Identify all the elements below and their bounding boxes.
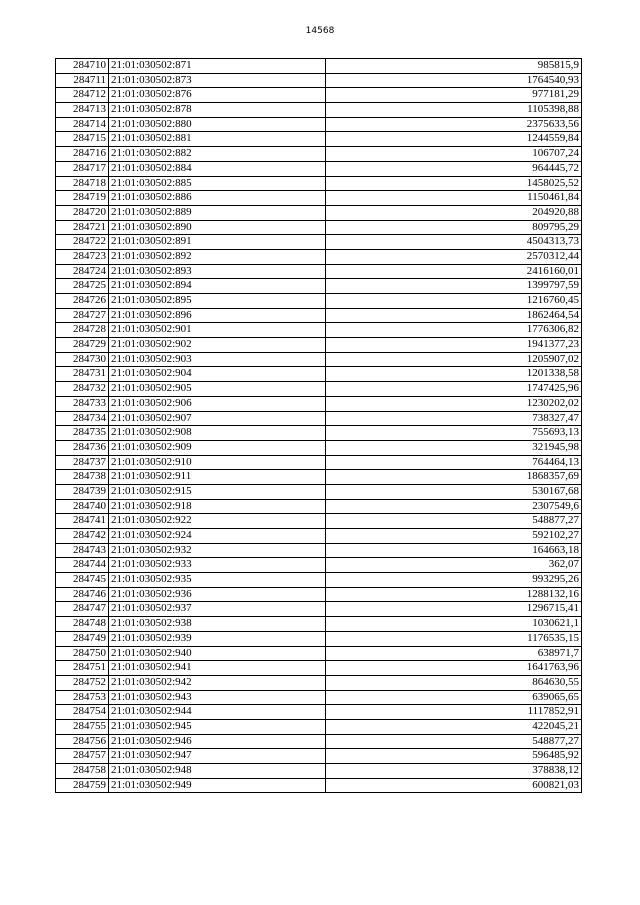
table-row bbox=[56, 455, 582, 470]
row-number-cell: 284736 bbox=[56, 440, 109, 455]
cadastral-number-cell: 21:01:030502:941 bbox=[109, 661, 326, 676]
row-number-cell: 284712 bbox=[56, 88, 109, 103]
cadastral-number-cell: 21:01:030502:880 bbox=[109, 117, 326, 132]
cadastral-number-cell: 21:01:030502:936 bbox=[109, 587, 326, 602]
cadastral-value-cell: 4504313,73 bbox=[326, 235, 582, 250]
table-row bbox=[56, 411, 582, 426]
row-number-cell: 284715 bbox=[56, 132, 109, 147]
cadastral-value-cell: 1176535,15 bbox=[326, 631, 582, 646]
row-number-cell: 284719 bbox=[56, 191, 109, 206]
cadastral-number-cell: 21:01:030502:942 bbox=[109, 675, 326, 690]
row-number-cell: 284734 bbox=[56, 411, 109, 426]
table-row bbox=[56, 675, 582, 690]
table-row bbox=[56, 396, 582, 411]
row-number-cell: 284718 bbox=[56, 176, 109, 191]
row-number-cell: 284755 bbox=[56, 719, 109, 734]
row-number-cell: 284714 bbox=[56, 117, 109, 132]
table-row bbox=[56, 323, 582, 338]
cadastral-value-cell: 809795,29 bbox=[326, 220, 582, 235]
table-row bbox=[56, 661, 582, 676]
cadastral-number-cell: 21:01:030502:946 bbox=[109, 734, 326, 749]
cadastral-number-cell: 21:01:030502:924 bbox=[109, 529, 326, 544]
cadastral-value-cell: 1216760,45 bbox=[326, 294, 582, 309]
table-body bbox=[56, 59, 582, 793]
cadastral-value-cell: 600821,03 bbox=[326, 778, 582, 793]
table-row bbox=[56, 73, 582, 88]
table-row bbox=[56, 499, 582, 514]
cadastral-value-cell: 993295,26 bbox=[326, 573, 582, 588]
row-number-cell: 284749 bbox=[56, 631, 109, 646]
table-row bbox=[56, 205, 582, 220]
table-row bbox=[56, 249, 582, 264]
row-number-cell: 284717 bbox=[56, 161, 109, 176]
cadastral-value-cell: 1244559,84 bbox=[326, 132, 582, 147]
cadastral-number-cell: 21:01:030502:903 bbox=[109, 352, 326, 367]
row-number-cell: 284720 bbox=[56, 205, 109, 220]
table-row bbox=[56, 484, 582, 499]
cadastral-value-cell: 639065,65 bbox=[326, 690, 582, 705]
table-row bbox=[56, 631, 582, 646]
cadastral-value-cell: 864630,55 bbox=[326, 675, 582, 690]
row-number-cell: 284739 bbox=[56, 484, 109, 499]
cadastral-value-cell: 1747425,96 bbox=[326, 382, 582, 397]
cadastral-number-cell: 21:01:030502:940 bbox=[109, 646, 326, 661]
row-number-cell: 284710 bbox=[56, 59, 109, 74]
cadastral-value-cell: 1764540,93 bbox=[326, 73, 582, 88]
cadastral-value-cell: 1105398,88 bbox=[326, 103, 582, 118]
cadastral-number-cell: 21:01:030502:871 bbox=[109, 59, 326, 74]
cadastral-value-cell: 1399797,59 bbox=[326, 279, 582, 294]
row-number-cell: 284728 bbox=[56, 323, 109, 338]
row-number-cell: 284740 bbox=[56, 499, 109, 514]
cadastral-value-cell: 1288132,16 bbox=[326, 587, 582, 602]
row-number-cell: 284746 bbox=[56, 587, 109, 602]
table-row bbox=[56, 440, 582, 455]
table-row bbox=[56, 147, 582, 162]
cadastral-number-cell: 21:01:030502:949 bbox=[109, 778, 326, 793]
table-row bbox=[56, 749, 582, 764]
row-number-cell: 284748 bbox=[56, 617, 109, 632]
table-row bbox=[56, 264, 582, 279]
table-row bbox=[56, 103, 582, 118]
cadastral-number-cell: 21:01:030502:882 bbox=[109, 147, 326, 162]
cadastral-value-cell: 204920,88 bbox=[326, 205, 582, 220]
cadastral-number-cell: 21:01:030502:890 bbox=[109, 220, 326, 235]
cadastral-value-cell: 1868357,69 bbox=[326, 470, 582, 485]
table-row bbox=[56, 367, 582, 382]
cadastral-value-cell: 592102,27 bbox=[326, 529, 582, 544]
cadastral-value-cell: 977181,29 bbox=[326, 88, 582, 103]
table-row bbox=[56, 88, 582, 103]
cadastral-value-cell: 548877,27 bbox=[326, 734, 582, 749]
row-number-cell: 284742 bbox=[56, 529, 109, 544]
cadastral-value-cell: 2307549,6 bbox=[326, 499, 582, 514]
table-row bbox=[56, 719, 582, 734]
table-row bbox=[56, 529, 582, 544]
cadastral-value-cell: 964445,72 bbox=[326, 161, 582, 176]
row-number-cell: 284732 bbox=[56, 382, 109, 397]
cadastral-value-cell: 738327,47 bbox=[326, 411, 582, 426]
row-number-cell: 284744 bbox=[56, 558, 109, 573]
table-row bbox=[56, 352, 582, 367]
row-number-cell: 284721 bbox=[56, 220, 109, 235]
row-number-cell: 284756 bbox=[56, 734, 109, 749]
cadastral-value-cell: 362,07 bbox=[326, 558, 582, 573]
row-number-cell: 284735 bbox=[56, 426, 109, 441]
table-row bbox=[56, 573, 582, 588]
cadastral-value-cell: 164663,18 bbox=[326, 543, 582, 558]
cadastral-number-cell: 21:01:030502:935 bbox=[109, 573, 326, 588]
table-row bbox=[56, 220, 582, 235]
cadastral-number-cell: 21:01:030502:876 bbox=[109, 88, 326, 103]
row-number-cell: 284753 bbox=[56, 690, 109, 705]
cadastral-value-cell: 1296715,41 bbox=[326, 602, 582, 617]
cadastral-value-cell: 1150461,84 bbox=[326, 191, 582, 206]
cadastral-number-cell: 21:01:030502:902 bbox=[109, 338, 326, 353]
table-row bbox=[56, 382, 582, 397]
cadastral-number-cell: 21:01:030502:945 bbox=[109, 719, 326, 734]
table-row bbox=[56, 543, 582, 558]
table-row bbox=[56, 587, 582, 602]
row-number-cell: 284731 bbox=[56, 367, 109, 382]
table-row bbox=[56, 646, 582, 661]
cadastral-value-cell: 321945,98 bbox=[326, 440, 582, 455]
cadastral-number-cell: 21:01:030502:885 bbox=[109, 176, 326, 191]
row-number-cell: 284724 bbox=[56, 264, 109, 279]
row-number-cell: 284750 bbox=[56, 646, 109, 661]
cadastral-number-cell: 21:01:030502:948 bbox=[109, 764, 326, 779]
cadastral-value-cell: 1030621,1 bbox=[326, 617, 582, 632]
cadastral-number-cell: 21:01:030502:933 bbox=[109, 558, 326, 573]
table-row bbox=[56, 235, 582, 250]
row-number-cell: 284738 bbox=[56, 470, 109, 485]
row-number-cell: 284726 bbox=[56, 294, 109, 309]
row-number-cell: 284737 bbox=[56, 455, 109, 470]
row-number-cell: 284757 bbox=[56, 749, 109, 764]
cadastral-number-cell: 21:01:030502:932 bbox=[109, 543, 326, 558]
row-number-cell: 284722 bbox=[56, 235, 109, 250]
cadastral-value-cell: 1641763,96 bbox=[326, 661, 582, 676]
cadastral-number-cell: 21:01:030502:901 bbox=[109, 323, 326, 338]
cadastral-number-cell: 21:01:030502:915 bbox=[109, 484, 326, 499]
cadastral-value-cell: 2416160,01 bbox=[326, 264, 582, 279]
cadastral-number-cell: 21:01:030502:911 bbox=[109, 470, 326, 485]
cadastral-number-cell: 21:01:030502:937 bbox=[109, 602, 326, 617]
cadastral-value-cell: 1458025,52 bbox=[326, 176, 582, 191]
cadastral-value-cell: 548877,27 bbox=[326, 514, 582, 529]
cadastral-number-cell: 21:01:030502:922 bbox=[109, 514, 326, 529]
cadastral-value-cell: 2375633,56 bbox=[326, 117, 582, 132]
cadastral-number-cell: 21:01:030502:909 bbox=[109, 440, 326, 455]
table-row bbox=[56, 617, 582, 632]
row-number-cell: 284751 bbox=[56, 661, 109, 676]
table-row bbox=[56, 59, 582, 74]
cadastral-value-cell: 106707,24 bbox=[326, 147, 582, 162]
table-row bbox=[56, 117, 582, 132]
row-number-cell: 284713 bbox=[56, 103, 109, 118]
cadastral-number-cell: 21:01:030502:886 bbox=[109, 191, 326, 206]
table-row bbox=[56, 191, 582, 206]
cadastral-number-cell: 21:01:030502:889 bbox=[109, 205, 326, 220]
cadastral-number-cell: 21:01:030502:884 bbox=[109, 161, 326, 176]
cadastral-number-cell: 21:01:030502:906 bbox=[109, 396, 326, 411]
cadastral-value-cell: 1205907,02 bbox=[326, 352, 582, 367]
cadastral-value-cell: 638971,7 bbox=[326, 646, 582, 661]
cadastral-value-cell: 1201338,58 bbox=[326, 367, 582, 382]
row-number-cell: 284758 bbox=[56, 764, 109, 779]
row-number-cell: 284733 bbox=[56, 396, 109, 411]
table-row bbox=[56, 705, 582, 720]
cadastral-value-cell: 1230202,02 bbox=[326, 396, 582, 411]
cadastral-number-cell: 21:01:030502:944 bbox=[109, 705, 326, 720]
cadastral-number-cell: 21:01:030502:895 bbox=[109, 294, 326, 309]
row-number-cell: 284729 bbox=[56, 338, 109, 353]
cadastral-number-cell: 21:01:030502:873 bbox=[109, 73, 326, 88]
row-number-cell: 284747 bbox=[56, 602, 109, 617]
cadastral-number-cell: 21:01:030502:918 bbox=[109, 499, 326, 514]
cadastral-number-cell: 21:01:030502:907 bbox=[109, 411, 326, 426]
row-number-cell: 284752 bbox=[56, 675, 109, 690]
cadastral-value-cell: 530167,68 bbox=[326, 484, 582, 499]
table-row bbox=[56, 764, 582, 779]
cadastral-number-cell: 21:01:030502:908 bbox=[109, 426, 326, 441]
table-row bbox=[56, 294, 582, 309]
cadastral-value-cell: 1117852,91 bbox=[326, 705, 582, 720]
cadastral-value-cell: 1776306,82 bbox=[326, 323, 582, 338]
table-row bbox=[56, 279, 582, 294]
table-row bbox=[56, 132, 582, 147]
cadastral-value-cell: 755693,13 bbox=[326, 426, 582, 441]
table-row bbox=[56, 778, 582, 793]
table-row bbox=[56, 470, 582, 485]
row-number-cell: 284745 bbox=[56, 573, 109, 588]
cadastral-number-cell: 21:01:030502:910 bbox=[109, 455, 326, 470]
cadastral-value-cell: 985815,9 bbox=[326, 59, 582, 74]
page-number: 14568 bbox=[305, 26, 335, 36]
table-row bbox=[56, 734, 582, 749]
cadastral-value-cell: 2570312,44 bbox=[326, 249, 582, 264]
cadastral-value-table bbox=[55, 58, 582, 793]
table-row bbox=[56, 514, 582, 529]
table-row bbox=[56, 176, 582, 191]
table-row bbox=[56, 426, 582, 441]
cadastral-number-cell: 21:01:030502:894 bbox=[109, 279, 326, 294]
cadastral-number-cell: 21:01:030502:893 bbox=[109, 264, 326, 279]
row-number-cell: 284725 bbox=[56, 279, 109, 294]
row-number-cell: 284716 bbox=[56, 147, 109, 162]
row-number-cell: 284723 bbox=[56, 249, 109, 264]
cadastral-value-cell: 422045,21 bbox=[326, 719, 582, 734]
cadastral-number-cell: 21:01:030502:943 bbox=[109, 690, 326, 705]
row-number-cell: 284741 bbox=[56, 514, 109, 529]
table-row bbox=[56, 602, 582, 617]
row-number-cell: 284754 bbox=[56, 705, 109, 720]
table-row bbox=[56, 308, 582, 323]
table-row bbox=[56, 690, 582, 705]
cadastral-number-cell: 21:01:030502:881 bbox=[109, 132, 326, 147]
cadastral-number-cell: 21:01:030502:892 bbox=[109, 249, 326, 264]
row-number-cell: 284730 bbox=[56, 352, 109, 367]
cadastral-number-cell: 21:01:030502:939 bbox=[109, 631, 326, 646]
cadastral-number-cell: 21:01:030502:904 bbox=[109, 367, 326, 382]
cadastral-value-cell: 764464,13 bbox=[326, 455, 582, 470]
cadastral-number-cell: 21:01:030502:896 bbox=[109, 308, 326, 323]
cadastral-number-cell: 21:01:030502:905 bbox=[109, 382, 326, 397]
cadastral-number-cell: 21:01:030502:878 bbox=[109, 103, 326, 118]
row-number-cell: 284759 bbox=[56, 778, 109, 793]
table-row bbox=[56, 338, 582, 353]
cadastral-value-cell: 596485,92 bbox=[326, 749, 582, 764]
table-row bbox=[56, 558, 582, 573]
cadastral-number-cell: 21:01:030502:947 bbox=[109, 749, 326, 764]
cadastral-number-cell: 21:01:030502:891 bbox=[109, 235, 326, 250]
table-row bbox=[56, 161, 582, 176]
cadastral-number-cell: 21:01:030502:938 bbox=[109, 617, 326, 632]
row-number-cell: 284727 bbox=[56, 308, 109, 323]
row-number-cell: 284711 bbox=[56, 73, 109, 88]
cadastral-value-cell: 1862464,54 bbox=[326, 308, 582, 323]
cadastral-value-cell: 378838,12 bbox=[326, 764, 582, 779]
row-number-cell: 284743 bbox=[56, 543, 109, 558]
cadastral-value-cell: 1941377,23 bbox=[326, 338, 582, 353]
